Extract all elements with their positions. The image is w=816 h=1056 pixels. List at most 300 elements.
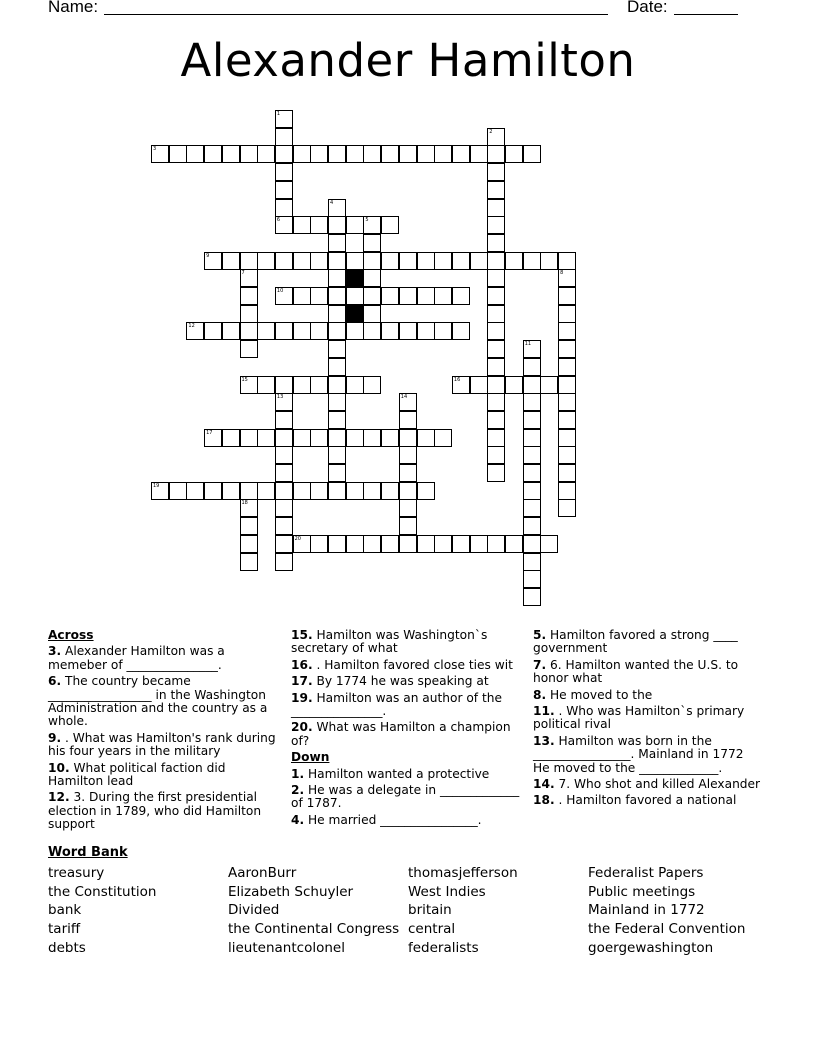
clue-number: 3. — [48, 644, 62, 659]
crossword-cell[interactable] — [328, 535, 346, 553]
clue-text: . What was Hamilton's rank during his four years in the military — [48, 730, 276, 759]
crossword-cell[interactable] — [417, 482, 435, 500]
crossword-cell[interactable] — [275, 553, 293, 571]
crossword-cell-number: 19 — [153, 482, 160, 489]
clue-text: Hamilton was born in the ________________. Mainland in 1772 He moved to the _____________. — [533, 733, 744, 775]
crossword-cell[interactable] — [417, 252, 435, 270]
clue-text: 7. Who shot and killed Alexander — [554, 777, 761, 792]
clue-number: 10. — [48, 760, 70, 775]
crossword-cell[interactable] — [363, 145, 381, 163]
crossword-cell[interactable] — [328, 199, 346, 217]
crossword-cell[interactable] — [328, 305, 346, 323]
crossword-cell[interactable] — [399, 499, 417, 517]
word-bank-item: britain — [408, 902, 452, 919]
crossword-cell-number: 11 — [524, 341, 532, 348]
crossword-cell[interactable] — [363, 234, 381, 252]
crossword-cell[interactable] — [275, 181, 293, 199]
crossword-cell[interactable] — [240, 376, 258, 394]
crossword-cell[interactable] — [169, 482, 187, 500]
crossword-cell[interactable] — [381, 145, 399, 163]
crossword-cell[interactable] — [434, 287, 452, 305]
crossword-cell[interactable] — [293, 535, 311, 553]
crossword-cell[interactable] — [381, 216, 399, 234]
crossword-cell[interactable] — [328, 322, 346, 340]
crossword-cell[interactable] — [240, 553, 258, 571]
crossword-cell[interactable] — [240, 535, 258, 553]
clue-item — [291, 659, 523, 672]
crossword-cell[interactable] — [328, 145, 346, 163]
word-bank-item: thomasjefferson — [408, 865, 518, 881]
crossword-cell[interactable] — [275, 482, 293, 500]
crossword-cell[interactable] — [558, 429, 576, 447]
crossword-cell[interactable] — [558, 411, 576, 429]
crossword-cell[interactable] — [275, 145, 293, 163]
crossword-cell[interactable] — [293, 216, 311, 234]
crossword-cell[interactable] — [470, 376, 488, 394]
clue-number: 14. — [533, 777, 555, 792]
across-clue-list — [48, 645, 284, 831]
crossword-cell[interactable] — [293, 287, 311, 305]
word-bank-item: Public meetings — [588, 883, 696, 900]
word-bank-item: tariff — [48, 921, 81, 938]
crossword-cell[interactable] — [328, 482, 346, 500]
crossword-cell[interactable] — [452, 252, 470, 270]
crossword-cell[interactable] — [310, 429, 328, 447]
crossword-cell[interactable] — [381, 429, 399, 447]
clue-item — [48, 732, 284, 759]
crossword-cell[interactable] — [399, 252, 417, 270]
crossword-cell[interactable] — [487, 358, 505, 376]
crossword-cell[interactable] — [310, 376, 328, 394]
crossword-cell[interactable] — [257, 145, 275, 163]
word-bank-item: Federalist Papers — [588, 865, 704, 881]
crossword-cell[interactable] — [257, 429, 275, 447]
crossword-cell[interactable] — [558, 482, 576, 500]
crossword-cell[interactable] — [523, 553, 541, 571]
crossword-cell[interactable] — [240, 429, 258, 447]
crossword-cell-number: 12 — [188, 323, 195, 330]
crossword-cell[interactable] — [523, 535, 541, 553]
crossword-cell[interactable] — [523, 446, 541, 464]
crossword-cell[interactable] — [470, 252, 488, 270]
crossword-cell[interactable] — [310, 482, 328, 500]
crossword-cell[interactable] — [523, 411, 541, 429]
crossword-cell[interactable] — [558, 393, 576, 411]
crossword-cell[interactable] — [363, 252, 381, 270]
crossword-cell[interactable] — [275, 163, 293, 181]
word-bank-heading: Word Bank — [48, 845, 128, 860]
crossword-cell[interactable] — [487, 252, 505, 270]
clue-number: 20. — [291, 720, 313, 735]
crossword-cell[interactable] — [363, 322, 381, 340]
clue-number: 2. — [291, 783, 305, 798]
crossword-cell[interactable] — [523, 588, 541, 606]
clue-text: What political faction did Hamilton lead — [48, 760, 226, 789]
clue-item — [533, 629, 761, 656]
crossword-cell[interactable] — [275, 128, 293, 146]
crossword-cell[interactable] — [417, 429, 435, 447]
clue-text: . Who was Hamilton`s primary political rival — [533, 704, 745, 732]
crossword-cell[interactable] — [523, 429, 541, 447]
crossword-cell[interactable] — [363, 305, 381, 323]
crossword-cell[interactable] — [505, 145, 523, 163]
crossword-cell[interactable] — [399, 411, 417, 429]
crossword-cell[interactable] — [222, 145, 240, 163]
crossword-cell[interactable] — [487, 429, 505, 447]
down-clue-list — [291, 768, 523, 828]
crossword-cell[interactable] — [204, 482, 222, 500]
crossword-cell[interactable] — [399, 517, 417, 535]
crossword-cell-number: 14 — [400, 394, 408, 401]
crossword-cell[interactable] — [523, 145, 541, 163]
crossword-cell[interactable] — [399, 482, 417, 500]
crossword-cell[interactable] — [523, 499, 541, 517]
crossword-cell[interactable] — [523, 393, 541, 411]
across-clue-list-continued — [291, 629, 523, 748]
crossword-cell[interactable] — [487, 216, 505, 234]
crossword-cell[interactable] — [310, 216, 328, 234]
crossword-cell[interactable] — [186, 322, 204, 340]
crossword-cell[interactable] — [346, 216, 364, 234]
crossword-cell[interactable] — [381, 322, 399, 340]
clues-column-3 — [533, 629, 761, 811]
crossword-cell[interactable] — [328, 340, 346, 358]
crossword-cell[interactable] — [293, 145, 311, 163]
clue-text: He moved to the — [546, 687, 653, 702]
word-bank-item: debts — [48, 939, 86, 956]
crossword-cell[interactable] — [222, 322, 240, 340]
crossword-cell[interactable] — [558, 252, 576, 270]
crossword-cell[interactable] — [275, 517, 293, 535]
clue-text: What was Hamilton a champion of? — [291, 720, 511, 748]
clues-column-1 — [48, 629, 284, 835]
crossword-cell[interactable] — [417, 145, 435, 163]
crossword-cell[interactable] — [399, 322, 417, 340]
crossword-cell[interactable] — [487, 464, 505, 482]
crossword-cell[interactable] — [452, 376, 470, 394]
crossword-cell[interactable] — [487, 340, 505, 358]
clue-number: 16. — [291, 657, 313, 672]
crossword-cell[interactable] — [275, 446, 293, 464]
crossword-cell[interactable] — [434, 535, 452, 553]
crossword-cell[interactable] — [240, 252, 258, 270]
crossword-cell[interactable] — [558, 287, 576, 305]
crossword-cell[interactable] — [310, 145, 328, 163]
crossword-cell[interactable] — [487, 535, 505, 553]
crossword-cell[interactable] — [186, 482, 204, 500]
crossword-cell[interactable] — [363, 482, 381, 500]
clues-column-2 — [291, 629, 523, 830]
crossword-cell[interactable] — [204, 429, 222, 447]
crossword-black-cell — [346, 269, 364, 287]
crossword-cell[interactable] — [399, 535, 417, 553]
clue-item — [533, 705, 761, 732]
crossword-cell[interactable] — [470, 145, 488, 163]
crossword-cell[interactable] — [328, 376, 346, 394]
crossword-cell[interactable] — [487, 269, 505, 287]
crossword-cell[interactable] — [310, 535, 328, 553]
crossword-cell[interactable] — [381, 482, 399, 500]
crossword-cell[interactable] — [523, 570, 541, 588]
crossword-cell[interactable] — [151, 482, 169, 500]
crossword-cell[interactable] — [381, 252, 399, 270]
crossword-cell[interactable] — [399, 145, 417, 163]
crossword-cell[interactable] — [346, 429, 364, 447]
crossword-cell[interactable] — [275, 429, 293, 447]
crossword-cell[interactable] — [293, 376, 311, 394]
crossword-cell[interactable] — [558, 305, 576, 323]
crossword-cell[interactable] — [540, 376, 558, 394]
crossword-cell[interactable] — [346, 376, 364, 394]
clue-item — [48, 791, 284, 831]
crossword-cell[interactable] — [240, 340, 258, 358]
crossword-cell-number: 6 — [276, 217, 281, 224]
clue-item — [291, 629, 523, 656]
crossword-cell[interactable] — [169, 145, 187, 163]
crossword-cell[interactable] — [434, 252, 452, 270]
crossword-cell[interactable] — [417, 322, 435, 340]
crossword-cell[interactable] — [275, 252, 293, 270]
crossword-cell[interactable] — [399, 393, 417, 411]
crossword-cell[interactable] — [310, 287, 328, 305]
crossword-cell[interactable] — [523, 340, 541, 358]
crossword-cell[interactable] — [540, 252, 558, 270]
crossword-cell[interactable] — [399, 287, 417, 305]
crossword-cell[interactable] — [151, 145, 169, 163]
crossword-cell[interactable] — [363, 535, 381, 553]
crossword-cell[interactable] — [240, 482, 258, 500]
crossword-cell[interactable] — [275, 287, 293, 305]
crossword-cell[interactable] — [558, 340, 576, 358]
crossword-cell[interactable] — [487, 128, 505, 146]
crossword-cell[interactable] — [275, 216, 293, 234]
crossword-cell[interactable] — [505, 535, 523, 553]
crossword-cell[interactable] — [452, 145, 470, 163]
crossword-cell[interactable] — [487, 305, 505, 323]
crossword-cell[interactable] — [558, 269, 576, 287]
crossword-cell[interactable] — [434, 429, 452, 447]
crossword-cell[interactable] — [487, 446, 505, 464]
crossword-cell[interactable] — [275, 376, 293, 394]
crossword-cell[interactable] — [346, 145, 364, 163]
crossword-cell[interactable] — [363, 269, 381, 287]
crossword-cell[interactable] — [222, 482, 240, 500]
word-bank-column-2 — [228, 864, 399, 958]
crossword-cell-number: 10 — [276, 288, 284, 294]
crossword-cell[interactable] — [487, 322, 505, 340]
crossword-cell[interactable] — [558, 446, 576, 464]
clue-text: Hamilton wanted a protective — [304, 766, 490, 781]
crossword-cell[interactable] — [275, 110, 293, 128]
crossword-cell[interactable] — [487, 234, 505, 252]
clue-item — [48, 675, 284, 729]
crossword-cell[interactable] — [434, 322, 452, 340]
crossword-cell[interactable] — [204, 322, 222, 340]
crossword-cell[interactable] — [399, 446, 417, 464]
clue-number: 11. — [533, 704, 555, 719]
crossword-cell[interactable] — [275, 411, 293, 429]
crossword-cell[interactable] — [204, 252, 222, 270]
crossword-cell[interactable] — [487, 287, 505, 305]
crossword-cell[interactable] — [558, 358, 576, 376]
crossword-cell[interactable] — [275, 499, 293, 517]
word-bank-item: goergewashington — [588, 939, 714, 956]
clue-item — [291, 784, 523, 811]
word-bank-item: AaronBurr — [228, 865, 297, 881]
crossword-cell[interactable] — [523, 482, 541, 500]
crossword-cell-number: 3 — [153, 146, 157, 153]
crossword-cell[interactable] — [381, 535, 399, 553]
crossword-cell[interactable] — [328, 252, 346, 270]
down-clue-list-continued — [533, 629, 761, 808]
crossword-cell[interactable] — [293, 482, 311, 500]
crossword-cell[interactable] — [240, 269, 258, 287]
crossword-cell[interactable] — [328, 446, 346, 464]
crossword-cell[interactable] — [328, 269, 346, 287]
crossword-cell[interactable] — [240, 287, 258, 305]
word-bank-column-1 — [48, 864, 156, 958]
crossword-cell-number: 1 — [276, 111, 281, 117]
crossword-cell[interactable] — [275, 199, 293, 217]
crossword-cell[interactable] — [452, 287, 470, 305]
crossword-cell[interactable] — [257, 376, 275, 394]
crossword-cell[interactable] — [523, 358, 541, 376]
crossword-cell[interactable] — [186, 145, 204, 163]
crossword-cell[interactable] — [363, 287, 381, 305]
crossword-cell[interactable] — [487, 145, 505, 163]
crossword-cell[interactable] — [363, 216, 381, 234]
crossword-cell[interactable] — [434, 145, 452, 163]
crossword-cell[interactable] — [487, 376, 505, 394]
crossword-cell-number: 2 — [489, 128, 493, 135]
crossword-cell[interactable] — [240, 499, 258, 517]
clue-text: Hamilton was an author of the _______________. — [291, 690, 502, 719]
word-bank-item: Divided — [228, 902, 280, 919]
crossword-cell[interactable] — [346, 535, 364, 553]
crossword-cell[interactable] — [275, 393, 293, 411]
crossword-cell[interactable] — [381, 287, 399, 305]
crossword-cell[interactable] — [452, 322, 470, 340]
crossword-cell[interactable] — [505, 376, 523, 394]
crossword-cell[interactable] — [328, 429, 346, 447]
crossword-cell[interactable] — [558, 322, 576, 340]
crossword-cell[interactable] — [452, 535, 470, 553]
crossword-cell[interactable] — [523, 376, 541, 394]
crossword-cell[interactable] — [346, 252, 364, 270]
crossword-cell[interactable] — [328, 411, 346, 429]
clue-number: 13. — [533, 733, 555, 748]
crossword-cell[interactable] — [417, 287, 435, 305]
crossword-cell[interactable] — [523, 252, 541, 270]
crossword-cell-number: 17 — [206, 429, 213, 436]
word-bank-item: federalists — [408, 939, 479, 956]
crossword-cell[interactable] — [346, 322, 364, 340]
crossword-cell[interactable] — [240, 145, 258, 163]
crossword-cell[interactable] — [310, 252, 328, 270]
clue-number: 8. — [533, 687, 547, 702]
crossword-cell[interactable] — [363, 376, 381, 394]
crossword-cell[interactable] — [222, 252, 240, 270]
clue-number: 4. — [291, 812, 305, 827]
word-bank-item: lieutenantcolonel — [228, 939, 345, 956]
crossword-cell[interactable] — [540, 535, 558, 553]
crossword-cell[interactable] — [328, 216, 346, 234]
crossword-cell[interactable] — [346, 482, 364, 500]
clue-text: . Hamilton favored a national — [554, 793, 737, 808]
word-bank-item: Elizabeth Schuyler — [228, 883, 354, 900]
crossword-cell[interactable] — [328, 358, 346, 376]
crossword-cell[interactable] — [328, 234, 346, 252]
crossword-cell[interactable] — [487, 181, 505, 199]
word-bank-item: the Continental Congress — [228, 921, 400, 938]
crossword-cell[interactable] — [310, 322, 328, 340]
crossword-cell[interactable] — [275, 535, 293, 553]
word-bank-item: the Federal Convention — [588, 921, 746, 938]
clue-number: 1. — [291, 766, 305, 781]
crossword-cell[interactable] — [558, 376, 576, 394]
crossword-cell[interactable] — [487, 411, 505, 429]
crossword-cell[interactable] — [293, 252, 311, 270]
crossword-cell[interactable] — [328, 464, 346, 482]
crossword-cell[interactable] — [523, 464, 541, 482]
crossword-cell-number: 20 — [294, 535, 301, 542]
word-bank-item: treasury — [48, 865, 105, 881]
crossword-cell[interactable] — [328, 287, 346, 305]
word-bank-item: bank — [48, 902, 82, 919]
crossword-cell[interactable] — [240, 322, 258, 340]
crossword-cell[interactable] — [470, 535, 488, 553]
date-label: Date: — [627, 0, 668, 16]
crossword-cell[interactable] — [346, 287, 364, 305]
clue-item — [291, 675, 523, 688]
name-label: Name: — [48, 0, 99, 16]
clue-item — [533, 659, 761, 686]
crossword-cell-number: 16 — [453, 376, 461, 383]
crossword-cell-number: 9 — [206, 252, 210, 259]
crossword-cell[interactable] — [257, 252, 275, 270]
crossword-cell[interactable] — [399, 429, 417, 447]
crossword-cell[interactable] — [487, 163, 505, 181]
crossword-cell[interactable] — [417, 535, 435, 553]
crossword-cell[interactable] — [363, 429, 381, 447]
crossword-cell[interactable] — [328, 393, 346, 411]
crossword-cell[interactable] — [240, 517, 258, 535]
crossword-cell[interactable] — [257, 482, 275, 500]
crossword-cell[interactable] — [240, 305, 258, 323]
crossword-cell[interactable] — [399, 464, 417, 482]
clue-text: Alexander Hamilton was a memeber of _______________. — [48, 644, 225, 672]
crossword-cell[interactable] — [275, 464, 293, 482]
clue-item — [533, 735, 761, 775]
crossword-cell[interactable] — [558, 499, 576, 517]
crossword-cell[interactable] — [257, 322, 275, 340]
clue-number: 19. — [291, 690, 313, 705]
crossword-cell[interactable] — [523, 517, 541, 535]
crossword-cell[interactable] — [293, 322, 311, 340]
crossword-cell[interactable] — [222, 429, 240, 447]
crossword-cell[interactable] — [487, 199, 505, 217]
crossword-cell[interactable] — [275, 322, 293, 340]
clue-number: 15. — [291, 628, 313, 642]
crossword-black-cell — [346, 305, 364, 323]
clue-item — [533, 689, 761, 702]
crossword-cell[interactable] — [204, 145, 222, 163]
crossword-cell[interactable] — [487, 393, 505, 411]
word-bank-item: Mainland in 1772 — [588, 902, 705, 919]
crossword-cell[interactable] — [293, 429, 311, 447]
crossword-cell[interactable] — [558, 464, 576, 482]
crossword-cell[interactable] — [505, 252, 523, 270]
